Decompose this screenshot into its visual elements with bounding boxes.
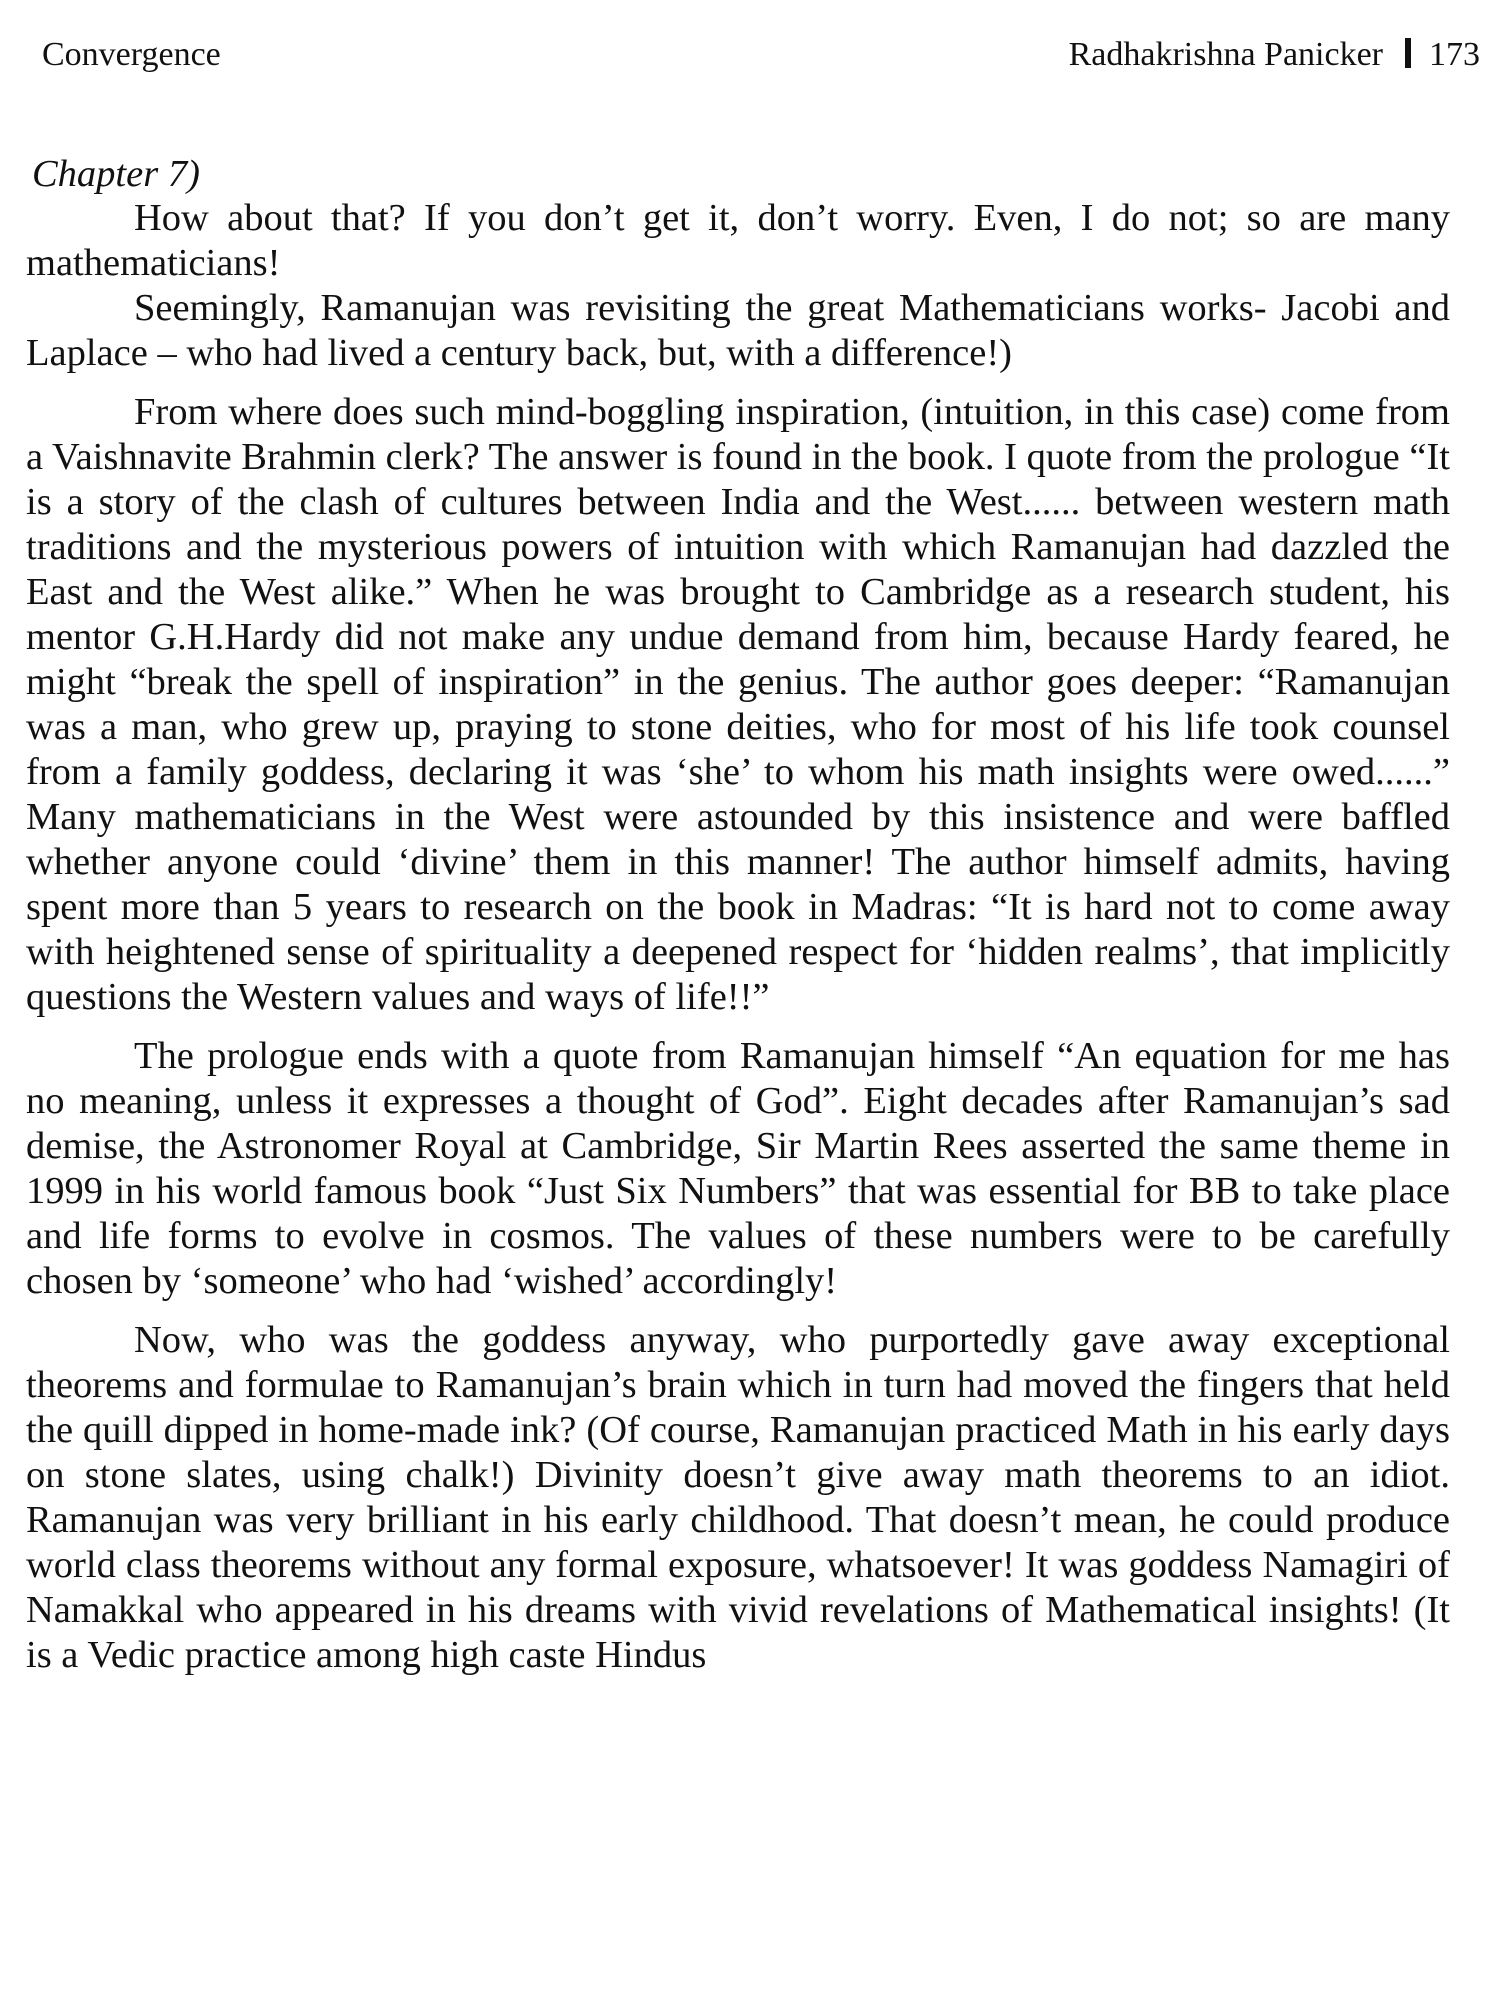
book-title: Convergence [42, 36, 221, 73]
paragraph: From where does such mind-boggling inspiration, (intuition, in this case) come from a Vaishnavite Brahmin clerk? The answer is found in the book. I quote from the prologue “It is a story of the clash of cultures between India and the West...... between western math traditions and the mysterious powers of intuition with which Ramanujan had dazzled the East and the West alike.” When he was brought to Cambridge as a research student, his mentor G.H.Hardy did not make any undue demand from him, because Hardy feared, he might “break the spell of inspiration” in the genius. The author goes deeper: “Ramanujan was a man, who grew up, praying to stone deities, who for most of his life took counsel from a family goddess, declaring it was ‘she’ to whom his math insights were owed......” Many mathematicians in the West were astounded by this insistence and were baffled whether anyone could ‘divine’ them in this manner! The author himself admits, having spent more than 5 years to research on the book in Madras: “It is hard not to come away with heightened sense of spirituality a deepened respect for ‘hidden realms’, that implicitly questions the Western values and ways of life!!” [26, 391, 1450, 1018]
paragraph: The prologue ends with a quote from Ramanujan himself “An equation for me has no meaning, unless it expresses a thought of God”. Eight decades after Ramanujan’s sad demise, the Astronomer Royal at Cambridge, Sir Martin Rees asserted the same theme in 1999 in his world famous book “Just Six Numbers” that was essential for BB to take place and life forms to evolve in cosmos. The values of these numbers were to be carefully chosen by ‘someone’ who had ‘wished’ accordingly! [26, 1035, 1450, 1302]
page-number: 173 [1429, 36, 1480, 73]
paragraph: How about that? If you don’t get it, don’t worry. Even, I do not; so are many mathematicians! [26, 197, 1450, 284]
running-header [42, 30, 1480, 80]
header-right-group [1069, 30, 1480, 80]
paragraph: Now, who was the goddess anyway, who purportedly gave away exceptional theorems and formulae to Ramanujan’s brain which in turn had moved the fingers that held the quill dipped in home-made ink? (Of course, Ramanujan practiced Math in his early days on stone slates, using chalk!) Divinity doesn’t give away math theorems to an idiot. Ramanujan was very brilliant in his early childhood. That doesn’t mean, he could produce world class theorems without any formal exposure, whatsoever! It was goddess Namagiri of Namakkal who appeared in his dreams with vivid revelations of Mathematical insights! (It is a Vedic practice among high caste Hindus [26, 1319, 1450, 1676]
body-text [26, 152, 1450, 1678]
chapter-reference: Chapter 7) [32, 153, 200, 195]
author-name: Radhakrishna Panicker [1068, 36, 1383, 73]
paragraph: Seemingly, Ramanujan was revisiting the great Mathematicians works- Jacobi and Laplace – who had lived a century back, but, with a difference!) [26, 287, 1450, 374]
header-separator-bar [1405, 38, 1411, 68]
